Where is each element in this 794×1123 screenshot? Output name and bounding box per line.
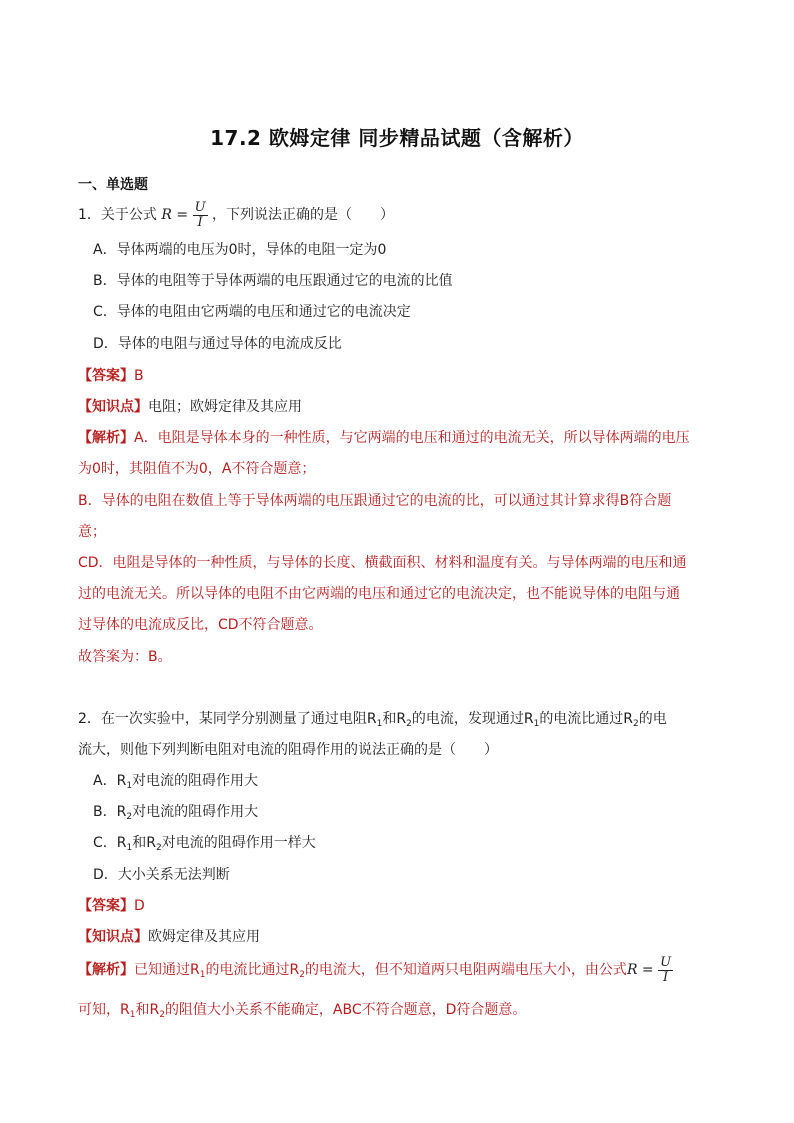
q1-analysis-text-1: A．电阻是导体本身的一种性质，与它两端的电压和通过的电流无关，所以导体两端的电压 — [134, 430, 690, 446]
q1-knowledge-tag: 【知识点】 — [78, 399, 148, 415]
q2-knowledge — [78, 927, 728, 947]
q2-analysis-text: 和R — [135, 1002, 160, 1018]
q2-option-d: D．大小关系无法判断 — [93, 867, 230, 883]
question-2-stem-line-2: 流大，则他下列判断电阻对电流的阻碍作用的说法正确的是（ ） — [78, 742, 498, 758]
q2-option-c-text: 对电流的阻碍作用一样大 — [161, 835, 316, 851]
q2-option-c — [93, 833, 743, 853]
q2-formula-fraction — [658, 956, 673, 985]
q2-option-b — [93, 802, 743, 822]
q2-knowledge-value: 欧姆定律及其应用 — [148, 929, 260, 945]
subscript: 2 — [406, 719, 412, 729]
q1-option-a: A．导体两端的电压为0时，导体的电阻一定为0 — [93, 242, 387, 258]
q2-formula-lhs: R = — [626, 962, 654, 978]
q2-option-c-text: C．R — [93, 835, 127, 851]
page-title: 17.2 欧姆定律 同步精品试题（含解析） — [210, 126, 584, 150]
q2-analysis-text: 的电流大，但不知道两只电阻两端电压大小，由公式 — [304, 962, 627, 978]
q2-answer-tag: 【答案】 — [78, 898, 134, 914]
subscript: 1 — [129, 1010, 136, 1020]
subscript: 2 — [126, 812, 133, 822]
q2-stem-part: 的电 — [638, 711, 667, 727]
q2-knowledge-tag: 【知识点】 — [78, 929, 148, 945]
q2-answer-value: D — [134, 898, 145, 914]
q1-answer-value: B — [134, 368, 144, 384]
q1-analysis-line-1 — [78, 428, 728, 448]
q2-analysis-text: 的阻值大小关系不能确定，ABC不符合题意，D符合题意。 — [164, 1002, 527, 1018]
question-2-stem-line-1 — [78, 709, 728, 729]
subscript: 1 — [199, 970, 206, 980]
q2-option-c-text: 和R — [132, 835, 156, 851]
q2-stem-part: 和R — [382, 711, 407, 727]
q2-analysis-line-2 — [78, 1000, 728, 1020]
q1-knowledge-value: 电阻；欧姆定律及其应用 — [148, 399, 302, 415]
q2-stem-part: 2．在一次实验中，某同学分别测量了通过电阻R — [78, 711, 377, 727]
subscript: 1 — [533, 719, 540, 729]
q1-analysis-line-3: B．导体的电阻在数值上等于导体两端的电压跟通过它的电流的比，可以通过其计算求得B符合题 — [78, 493, 672, 509]
q1-analysis-line-8: 故答案为：B。 — [78, 649, 172, 665]
subscript: 1 — [126, 843, 133, 853]
q1-option-d: D．导体的电阻与通过导体的电流成反比 — [93, 336, 342, 352]
q1-option-b: B．导体的电阻等于导体两端的电压跟通过它的电流的比值 — [93, 273, 453, 289]
q2-analysis-tag: 【解析】 — [78, 962, 134, 978]
q1-analysis-line-2: 为0时，其阻值不为0，A不符合题意； — [78, 461, 316, 477]
subscript: 2 — [159, 1010, 165, 1020]
subscript: 1 — [126, 781, 133, 791]
q2-option-a — [93, 771, 743, 791]
subscript: 1 — [376, 719, 383, 729]
q1-analysis-line-7: 过导体的电流成反比，CD不符合题意。 — [78, 617, 323, 633]
q2-analysis-text: 的电流比通过R — [205, 962, 300, 978]
subscript: 2 — [633, 719, 639, 729]
q2-option-a-text: 对电流的阻碍作用大 — [132, 773, 259, 789]
q1-formula-denominator: I — [197, 214, 203, 230]
q2-analysis-text: 可知，R — [78, 1002, 130, 1018]
q2-analysis-text: 已知通过R — [134, 962, 200, 978]
subscript: 2 — [299, 970, 305, 980]
q1-analysis-line-6: 过的电流无关。所以导体的电阻不由它两端的电压和通过它的电流决定，也不能说导体的电阻与通 — [78, 586, 680, 602]
q1-analysis-line-5: CD．电阻是导体的一种性质，与导体的长度、横截面积、材料和温度有关。与导体两端的电压和通 — [78, 555, 687, 571]
q2-option-b-text: B．R — [93, 804, 127, 820]
section-heading: 一、单选题 — [78, 177, 148, 193]
q1-stem-prefix: 1．关于公式 — [78, 207, 157, 223]
q2-answer — [78, 896, 728, 916]
q2-formula-numerator: U — [660, 954, 672, 970]
q2-stem-part: 的电流比通过R — [539, 711, 634, 727]
q1-stem-suffix: ，下列说法正确的是（ ） — [211, 207, 394, 223]
q2-formula-denominator: I — [663, 969, 669, 985]
question-1-stem — [78, 200, 728, 230]
q1-formula-lhs: R = — [161, 207, 189, 223]
q1-formula-numerator: U — [194, 199, 206, 215]
q2-option-a-text: A．R — [93, 773, 127, 789]
q2-option-b-text: 对电流的阻碍作用大 — [132, 804, 259, 820]
q1-answer-tag: 【答案】 — [78, 368, 134, 384]
q1-answer — [78, 366, 728, 386]
q1-formula-fraction — [193, 201, 208, 230]
q2-analysis-line-1 — [78, 955, 728, 985]
q1-option-c: C．导体的电阻由它两端的电压和通过它的电流决定 — [93, 304, 411, 320]
q1-analysis-tag: 【解析】 — [78, 430, 134, 446]
subscript: 2 — [155, 843, 162, 853]
q1-knowledge — [78, 397, 728, 417]
q2-stem-part: 的电流，发现通过R — [411, 711, 534, 727]
q1-analysis-line-4: 意； — [78, 524, 106, 540]
